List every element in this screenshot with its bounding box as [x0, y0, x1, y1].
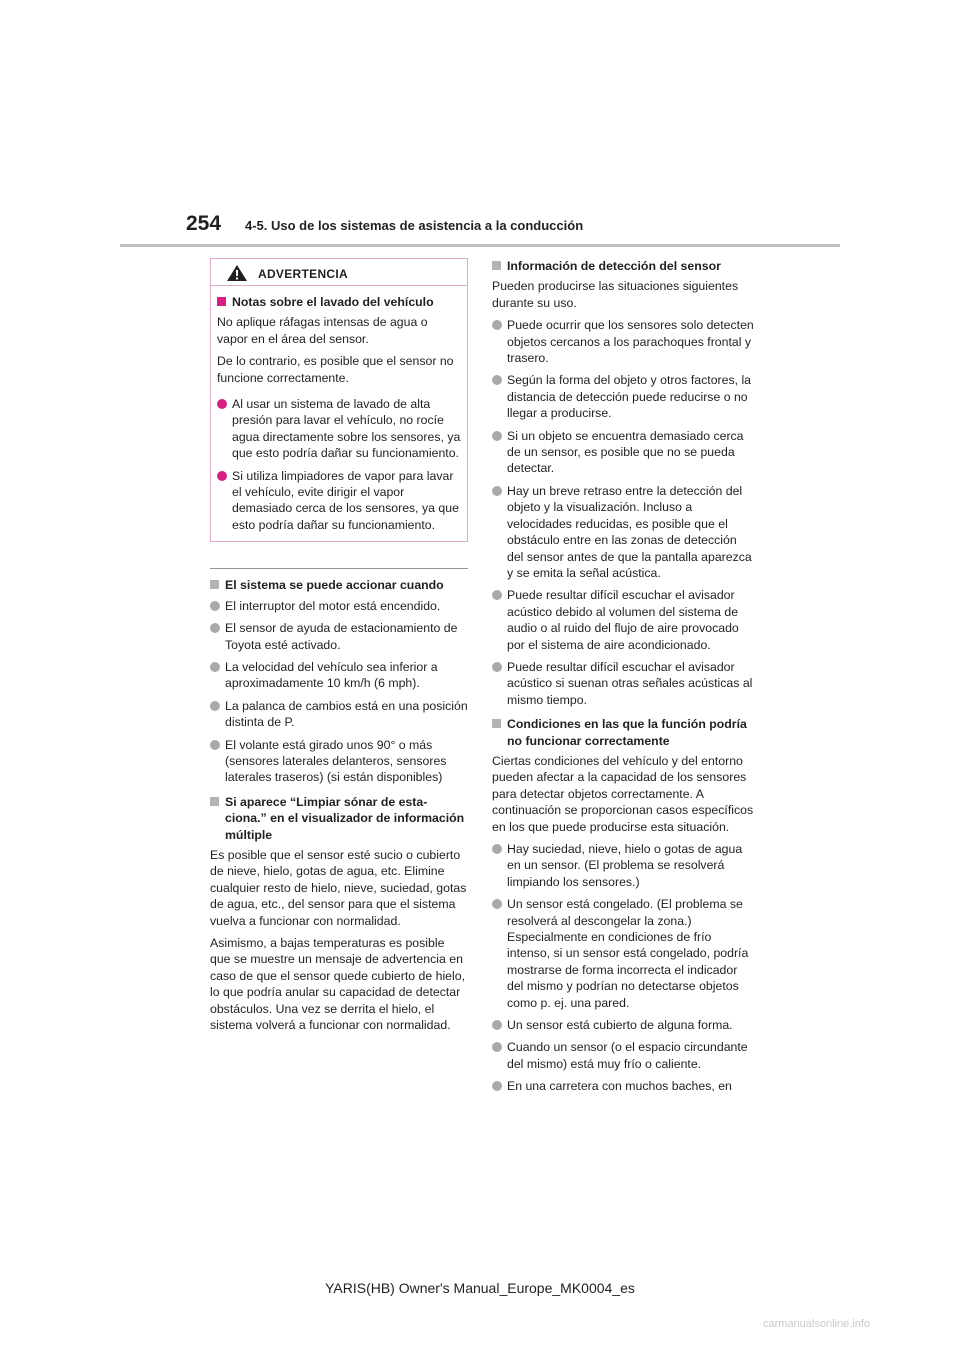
section-title: 4-5. Uso de los sistemas de asistencia a la conducción [245, 218, 584, 233]
warning-title: ADVERTENCIA [258, 267, 348, 281]
bullet-dot-icon [492, 375, 502, 385]
list-item: El volante está girado unos 90° o más (sensores laterales delanteros, sensores laterales traseros) (si están disponibles) [210, 737, 468, 786]
warning-paragraph: De lo contrario, es posible que el sensor no funcione correctamente. [217, 354, 454, 385]
right-column [492, 258, 754, 1101]
bullet-dot-icon [210, 740, 220, 750]
watermark: carmanualsonline.info [763, 1318, 871, 1330]
bullet-dot-icon [492, 1020, 502, 1030]
section-heading: Condiciones en las que la función podría no funcionar correctamente [492, 716, 754, 749]
square-bullet-icon [217, 297, 226, 306]
footer-manual-id: YARIS(HB) Owner's Manual_Europe_MK0004_es [325, 1280, 635, 1296]
list-item: La velocidad del vehículo sea inferior a aproximadamente 10 km/h (6 mph). [210, 659, 468, 692]
list-item: Puede resultar difícil escuchar el avisador acústico si suenan otras señales acústicas al mismo tiempo. [492, 659, 754, 708]
section-divider [210, 568, 468, 569]
section-heading: El sistema se puede accionar cuando [210, 577, 468, 593]
bullet-dot-icon [492, 662, 502, 672]
warning-paragraph: No aplique ráfagas intensas de agua o vapor en el área del sensor. [217, 315, 428, 346]
list-item: Un sensor está cubierto de alguna forma. [492, 1017, 754, 1033]
bullet-dot-icon [492, 590, 502, 600]
bullet-dot-icon [492, 1081, 502, 1091]
bullet-dot-icon [492, 899, 502, 909]
paragraph: Asimismo, a bajas temperaturas es posible que se muestre un mensaje de advertencia en caso de que el sensor quede cubierto de hielo, lo que podría anular su capacidad de detectar obstáculos. Una vez se derrita el hielo, el sistema volverá a funcionar con normalidad. [210, 936, 465, 1033]
list-item: Un sensor está congelado. (El problema se resolverá al descongelar la zona.) Especialmente en condiciones de frío intenso, si un sensor está congelado, podría mostrarse de forma incorrecta el indicador del mismo y podrían no detectarse objetos como p. ej. una pared. [492, 896, 754, 1011]
warning-header [211, 259, 467, 286]
list-item: Si un objeto se encuentra demasiado cerca de un sensor, es posible que no se pueda detectar. [492, 428, 754, 477]
bullet-dot-icon [210, 701, 220, 711]
bullet-dot-icon [210, 623, 220, 633]
square-bullet-icon [210, 797, 219, 806]
list-item: Hay un breve retraso entre la detección del objeto y la visualización. Incluso a velocidades reducidas, es posible que el obstáculo entre en las zonas de detección del sensor antes de que la pantalla aparezca y se emita la señal acústica. [492, 483, 754, 581]
paragraph: Pueden producirse las situaciones siguientes durante su uso. [492, 279, 739, 310]
bullet-dot-icon [217, 399, 227, 409]
bullet-dot-icon [210, 601, 220, 611]
bullet-dot-icon [492, 431, 502, 441]
paragraph: Es posible que el sensor esté sucio o cubierto de nieve, hielo, gotas de agua, etc. Elimine cualquier resto de hielo, nieve, suciedad, gotas de agua, etc., del sensor para que el sistema vuelva a funcionar con normalidad. [210, 847, 467, 928]
square-bullet-icon [492, 719, 501, 728]
bullet-dot-icon [210, 662, 220, 672]
list-item: Según la forma del objeto y otros factores, la distancia de detección puede reducirse o no llegar a producirse. [492, 372, 754, 421]
list-item: Hay suciedad, nieve, hielo o gotas de agua en un sensor. (El problema se resolverá limpiando los sensores.) [492, 841, 754, 890]
list-item: En una carretera con muchos baches, en [492, 1078, 754, 1094]
list-item: El interruptor del motor está encendido. [210, 598, 468, 614]
square-bullet-icon [210, 580, 219, 589]
page-number: 254 [186, 212, 222, 235]
list-item: La palanca de cambios está en una posición distinta de P. [210, 698, 468, 731]
warning-heading: Notas sobre el lavado del vehículo [217, 294, 461, 310]
paragraph: Ciertas condiciones del vehículo y del entorno pueden afectar a la capacidad de los sensores para detectar objetos correctamente. A continuación se proporcionan casos específicos en los que puede producirse esta situación. [492, 753, 754, 834]
list-item: El sensor de ayuda de estacionamiento de Toyota esté activado. [210, 620, 468, 653]
square-bullet-icon [492, 261, 501, 270]
bullet-dot-icon [492, 486, 502, 496]
list-item: Cuando un sensor (o el espacio circundante del mismo) está muy frío o caliente. [492, 1039, 754, 1072]
warning-bullet: Al usar un sistema de lavado de alta presión para lavar el vehículo, no rocíe agua directamente sobre los sensores, ya que esto podría dañar su funcionamiento. [217, 396, 461, 462]
warning-bullet: Si utiliza limpiadores de vapor para lavar el vehículo, evite dirigir el vapor demasiado cerca de los sensores, ya que esto podría dañar su funcionamiento. [217, 468, 461, 534]
warning-triangle-icon [226, 264, 248, 282]
section-heading: Si aparece “Limpiar sónar de esta- ciona.” en el visualizador de información múltiple [210, 794, 468, 843]
header-divider [120, 244, 840, 247]
bullet-dot-icon [492, 844, 502, 854]
left-column [210, 258, 468, 1039]
section-heading: Información de detección del sensor [492, 258, 754, 274]
bullet-dot-icon [217, 471, 227, 481]
warning-box [210, 258, 468, 542]
list-item: Puede resultar difícil escuchar el avisador acústico debido al volumen del sistema de audio o al ruido del flujo de aire provocado por el sistema de aire acondicionado. [492, 587, 754, 653]
bullet-dot-icon [492, 1042, 502, 1052]
bullet-dot-icon [492, 320, 502, 330]
list-item: Puede ocurrir que los sensores solo detecten objetos cercanos a los parachoques frontal y trasero. [492, 317, 754, 366]
